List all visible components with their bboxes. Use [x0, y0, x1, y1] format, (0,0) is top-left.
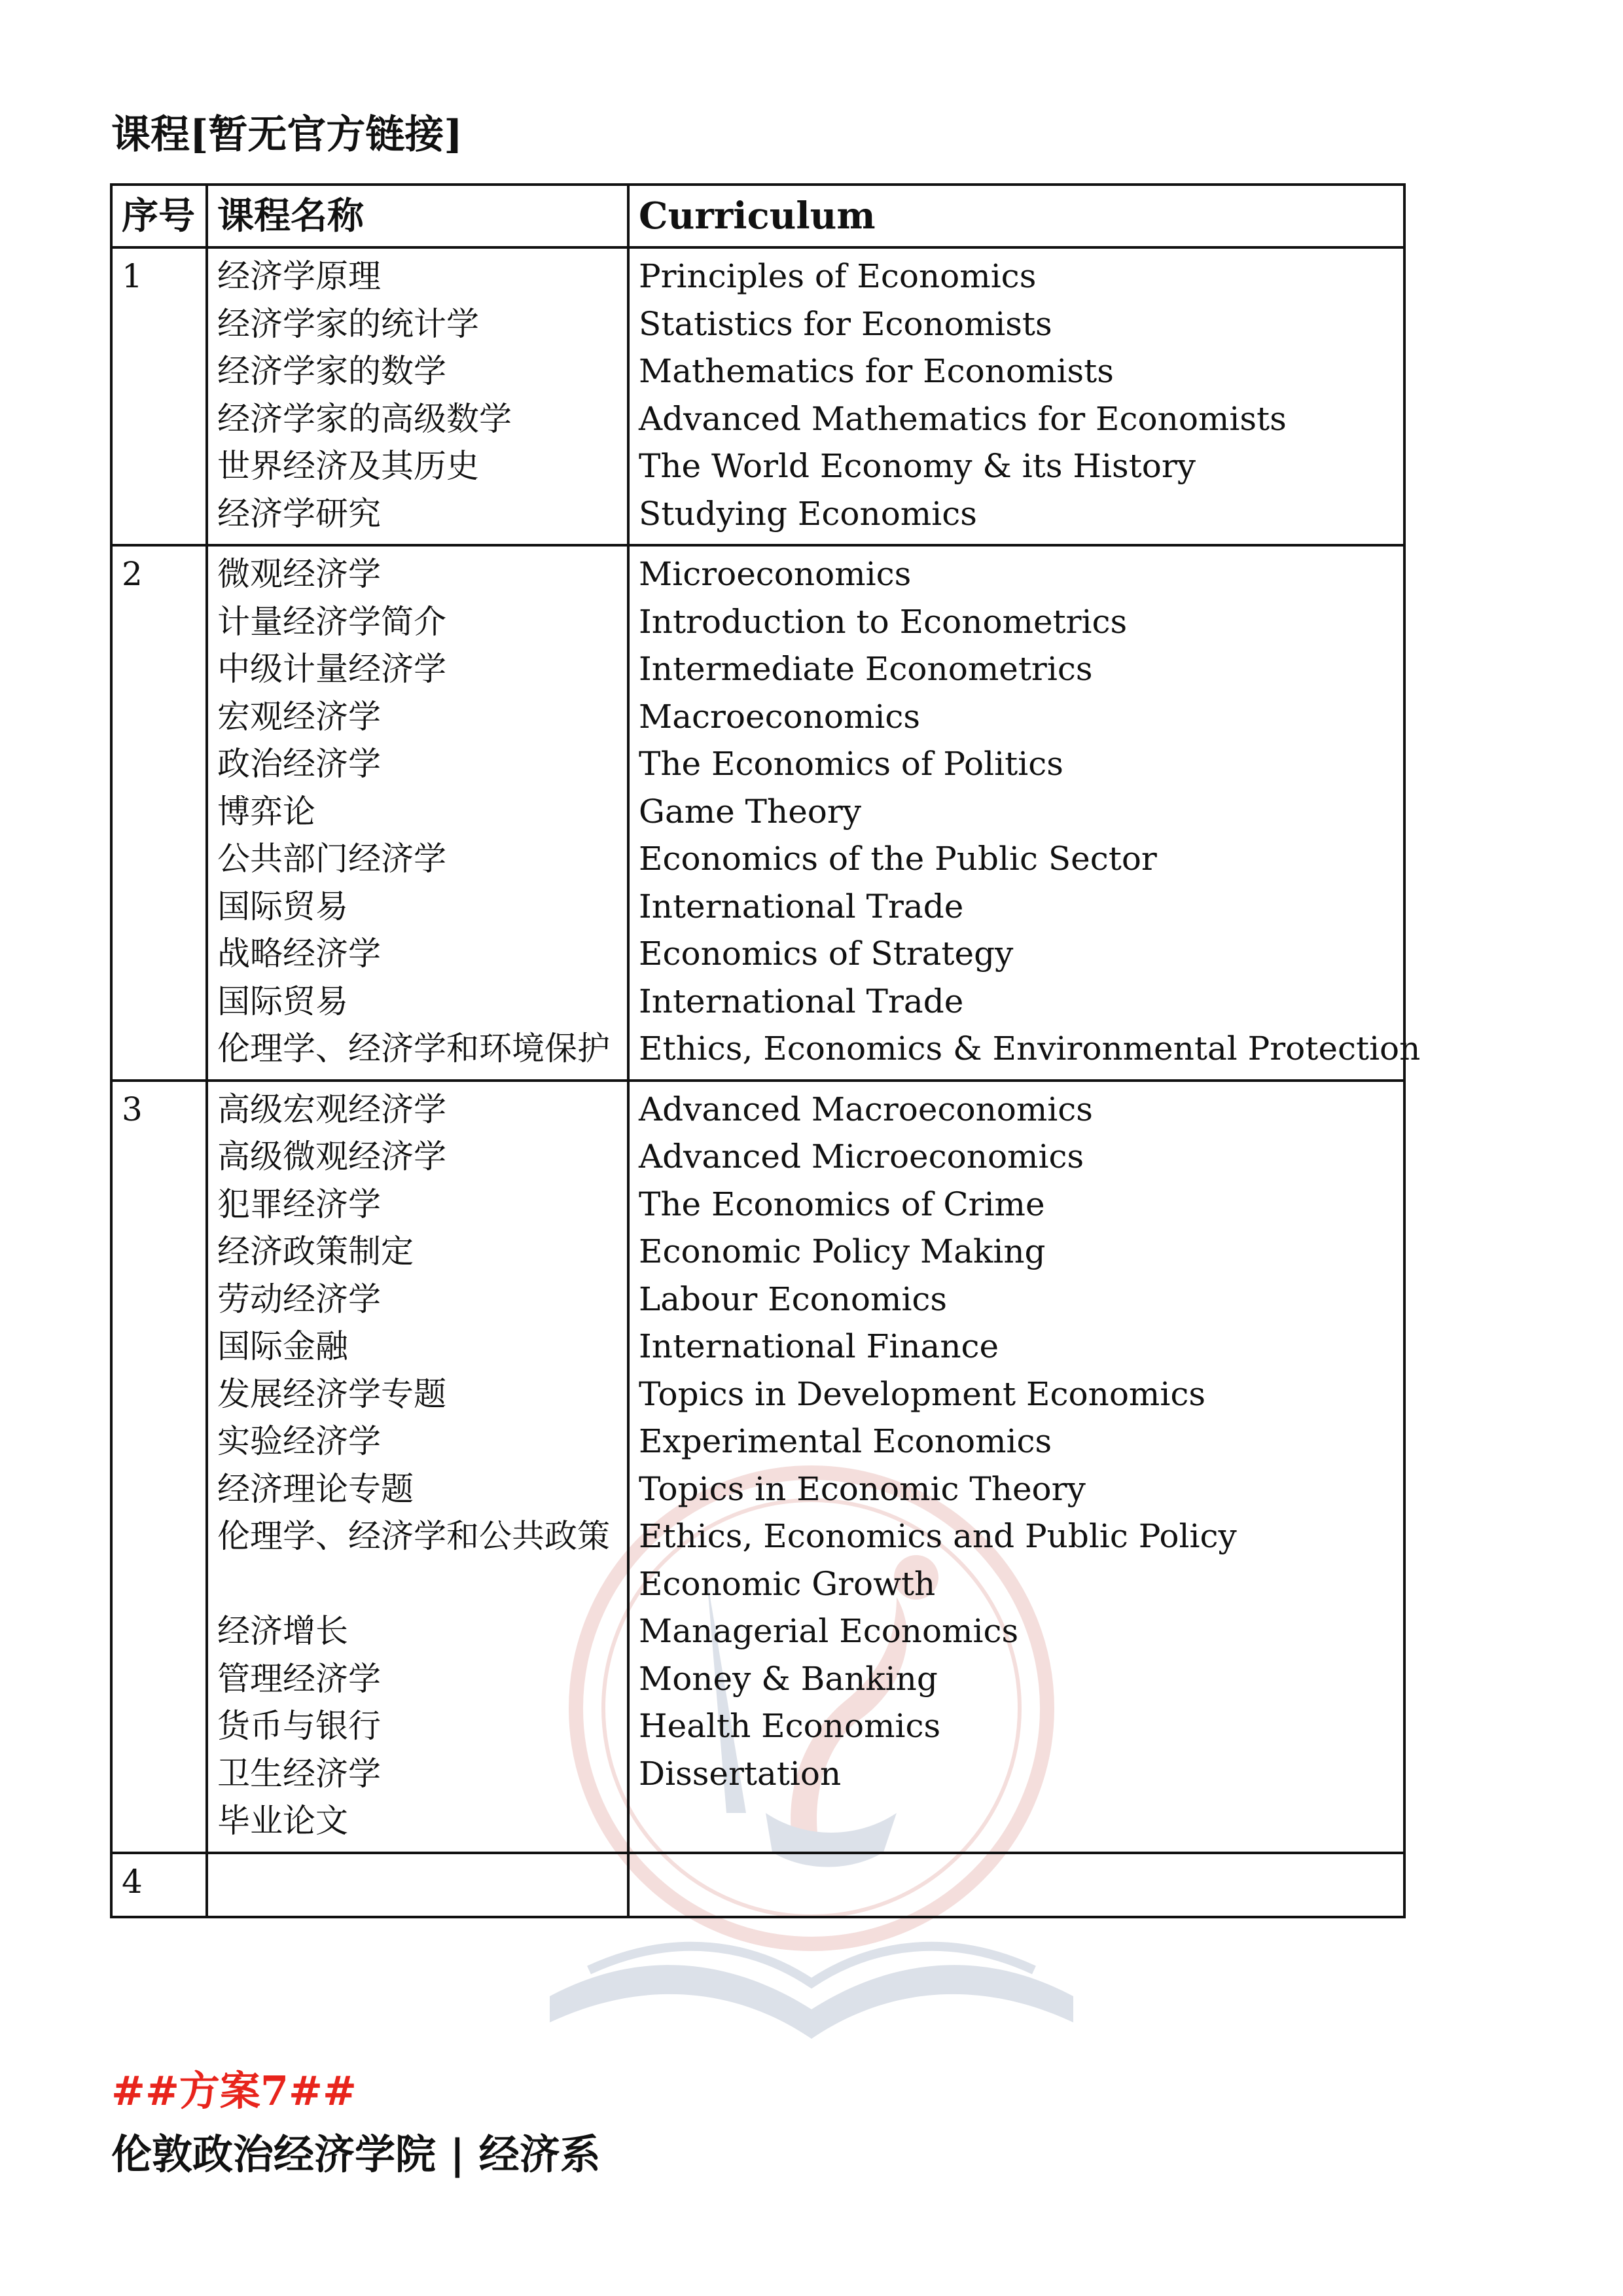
course-name-en: Advanced Macroeconomics	[639, 1090, 1093, 1128]
course-name-cn: 实验经济学	[217, 1422, 381, 1460]
course-name-cn: 劳动经济学	[217, 1280, 381, 1318]
course-name-en: Intermediate Econometrics	[639, 650, 1093, 688]
course-name-en: Statistics for Economists	[639, 304, 1052, 343]
footer-school-department: 伦敦政治经济学院 | 经济系	[111, 2130, 601, 2178]
course-name-cn: 公共部门经济学	[217, 840, 446, 878]
course-name-en: International Trade	[639, 887, 964, 925]
course-name-en: The World Economy & its History	[639, 447, 1196, 485]
course-name-cn: 货币与银行	[217, 1707, 381, 1745]
course-name-en: The Economics of Crime	[639, 1185, 1045, 1223]
course-name-en: The Economics of Politics	[639, 745, 1063, 783]
course-names-cn	[207, 1853, 628, 1917]
row-index: 4	[111, 1853, 207, 1917]
header-index: 序号	[111, 185, 207, 247]
course-name-en: Macroeconomics	[639, 697, 921, 736]
course-name-cn: 宏观经济学	[217, 697, 381, 736]
course-name-en: Mathematics for Economists	[639, 352, 1114, 390]
table-header-row	[111, 185, 1404, 247]
course-name-cn: 卫生经济学	[217, 1754, 381, 1793]
course-name-en: Economic Growth	[639, 1564, 936, 1603]
course-name-cn: 经济学家的数学	[217, 352, 446, 390]
table-row	[111, 545, 1404, 1081]
course-name-cn: 毕业论文	[217, 1802, 348, 1840]
plan-marker: ##方案7##	[111, 2067, 357, 2115]
course-name-en: Money & Banking	[639, 1659, 938, 1698]
course-name-cn: 经济学研究	[217, 494, 381, 533]
course-name-cn: 经济学家的统计学	[217, 304, 479, 343]
course-name-cn: 经济政策制定	[217, 1232, 414, 1270]
course-name-en: Health Economics	[639, 1707, 941, 1745]
course-name-cn: 国际贸易	[217, 887, 348, 925]
course-name-en: Topics in Economic Theory	[639, 1469, 1086, 1508]
course-name-cn: 高级宏观经济学	[217, 1090, 446, 1128]
course-name-en: Economics of Strategy	[639, 935, 1014, 973]
course-name-cn: 国际贸易	[217, 982, 348, 1020]
course-name-en: Topics in Development Economics	[639, 1374, 1205, 1413]
header-name-cn: 课程名称	[207, 185, 628, 247]
course-name-en: Studying Economics	[639, 494, 977, 533]
course-name-cn: 发展经济学专题	[217, 1374, 446, 1413]
course-name-en: Managerial Economics	[639, 1612, 1019, 1650]
course-names-en	[628, 545, 1421, 1081]
course-name-cn: 微观经济学	[217, 555, 381, 593]
row-index: 2	[111, 545, 207, 1081]
course-name-cn: 伦理学、经济学和环境保护	[217, 1030, 610, 1067]
course-name-en: Labour Economics	[639, 1280, 948, 1318]
course-name-en: Economic Policy Making	[639, 1232, 1046, 1270]
course-name-cn: 经济增长	[217, 1612, 348, 1650]
section-title: 课程[暂无官方链接]	[111, 112, 463, 158]
course-name-cn: 国际金融	[217, 1327, 348, 1365]
course-name-cn: 计量经济学简介	[217, 602, 446, 641]
course-name-en: Advanced Mathematics for Economists	[639, 399, 1287, 438]
course-names-cn	[207, 545, 628, 1081]
course-name-en: Ethics, Economics & Environmental Protection	[639, 1030, 1421, 1067]
course-names-en	[628, 1853, 1404, 1917]
course-name-cn: 高级微观经济学	[217, 1138, 446, 1175]
course-name-cn: 中级计量经济学	[217, 650, 446, 688]
course-name-en: Ethics, Economics and Public Policy	[639, 1517, 1237, 1555]
course-name-en: Game Theory	[639, 792, 862, 831]
course-name-cn: 世界经济及其历史	[217, 447, 479, 485]
curriculum-table	[110, 183, 1421, 1918]
course-name-en: Principles of Economics	[639, 257, 1037, 295]
course-name-cn: 伦理学、经济学和公共政策	[217, 1517, 610, 1555]
course-name-cn: 政治经济学	[217, 745, 381, 783]
course-name-en: Microeconomics	[639, 555, 912, 593]
course-name-en: Introduction to Econometrics	[639, 602, 1128, 641]
course-name-cn: 管理经济学	[217, 1659, 381, 1698]
header-curriculum: Curriculum	[628, 185, 1404, 247]
course-names-cn	[207, 247, 628, 545]
course-names-en	[628, 247, 1404, 545]
course-names-en	[628, 1081, 1404, 1853]
course-name-cn: 博弈论	[217, 792, 315, 831]
course-name-en: International Trade	[639, 982, 964, 1020]
course-name-cn: 战略经济学	[217, 935, 381, 973]
table-row	[111, 247, 1404, 545]
course-name-en: Dissertation	[639, 1754, 842, 1793]
course-name-cn: 犯罪经济学	[217, 1185, 381, 1223]
table-row	[111, 1081, 1404, 1853]
course-name-en: Advanced Microeconomics	[639, 1138, 1084, 1175]
row-index: 3	[111, 1081, 207, 1853]
course-name-en: Economics of the Public Sector	[639, 840, 1157, 878]
row-index: 1	[111, 247, 207, 545]
course-name-en: International Finance	[639, 1327, 999, 1365]
course-name-cn	[217, 1560, 618, 1608]
course-name-cn: 经济理论专题	[217, 1469, 414, 1508]
table-row	[111, 1853, 1404, 1917]
course-name-en: Experimental Economics	[639, 1422, 1052, 1460]
table-body	[111, 247, 1421, 1917]
course-names-cn	[207, 1081, 628, 1853]
course-name-cn: 经济学家的高级数学	[217, 399, 512, 438]
course-name-cn: 经济学原理	[217, 257, 381, 295]
